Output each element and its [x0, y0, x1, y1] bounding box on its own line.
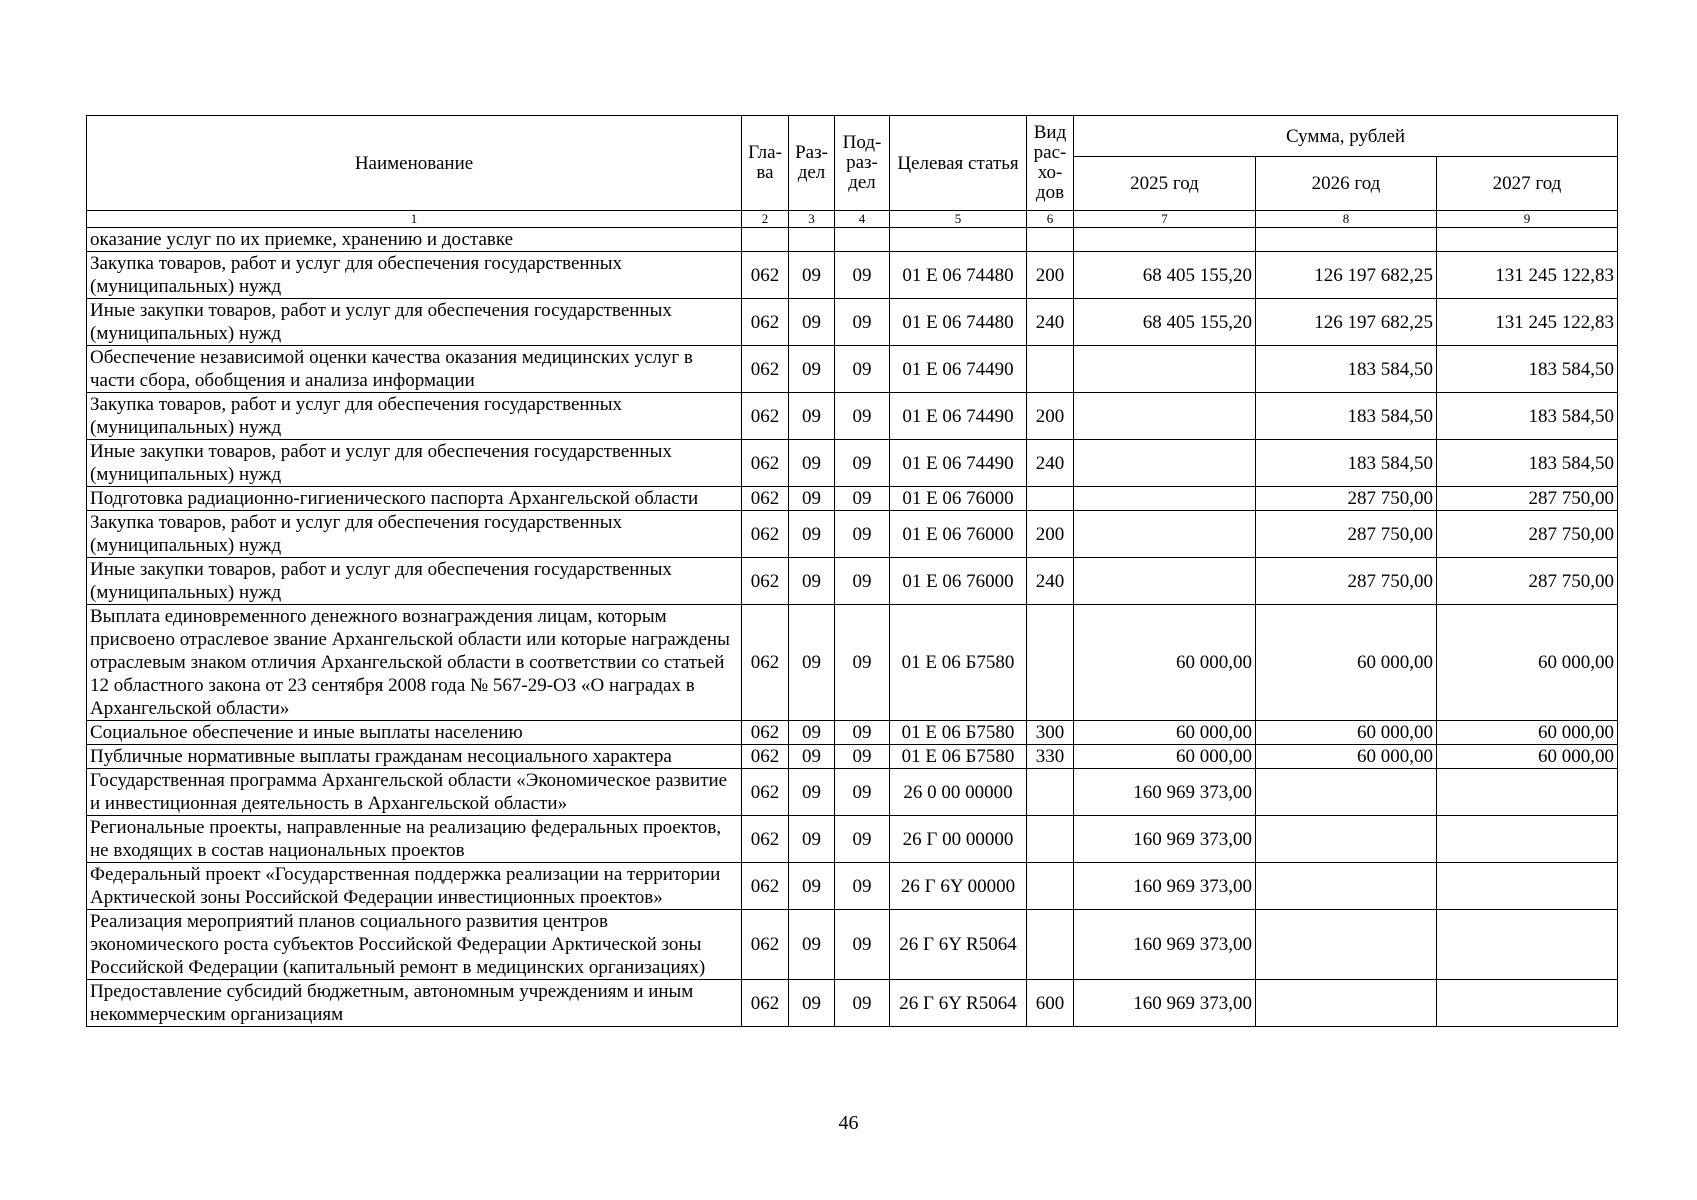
header-summa: Сумма, рублей	[1074, 116, 1618, 157]
column-number: 9	[1437, 211, 1618, 228]
row-vid-rashodov: 200	[1027, 511, 1074, 558]
row-sum-2026	[1256, 980, 1437, 1027]
row-glava: 062	[742, 487, 789, 511]
row-sum-2027: 60 000,00	[1437, 605, 1618, 721]
column-number: 8	[1256, 211, 1437, 228]
row-glava: 062	[742, 393, 789, 440]
row-vid-rashodov: 240	[1027, 299, 1074, 346]
row-name: Предоставление субсидий бюджетным, автономным учреждениям и иным некоммерческим организациям	[87, 980, 742, 1027]
row-razdel: 09	[789, 558, 835, 605]
row-sum-2025	[1074, 228, 1256, 252]
row-sum-2025: 160 969 373,00	[1074, 769, 1256, 816]
table-row	[87, 299, 1618, 346]
row-glava	[742, 228, 789, 252]
row-sum-2026	[1256, 816, 1437, 863]
row-podrazdel: 09	[835, 511, 890, 558]
table-row	[87, 558, 1618, 605]
row-name: Закупка товаров, работ и услуг для обеспечения государственных (муниципальных) нужд	[87, 393, 742, 440]
row-sum-2026: 126 197 682,25	[1256, 252, 1437, 299]
row-razdel: 09	[789, 393, 835, 440]
row-podrazdel: 09	[835, 605, 890, 721]
row-sum-2025: 160 969 373,00	[1074, 863, 1256, 910]
row-sum-2025: 160 969 373,00	[1074, 910, 1256, 980]
row-glava: 062	[742, 558, 789, 605]
column-number: 6	[1027, 211, 1074, 228]
row-glava: 062	[742, 299, 789, 346]
row-celevaya-statya: 01 Е 06 Б7580	[890, 605, 1027, 721]
row-razdel: 09	[789, 863, 835, 910]
row-celevaya-statya: 01 Е 06 74490	[890, 393, 1027, 440]
row-celevaya-statya: 01 Е 06 76000	[890, 511, 1027, 558]
row-glava: 062	[742, 511, 789, 558]
row-sum-2027: 287 750,00	[1437, 558, 1618, 605]
row-vid-rashodov: 240	[1027, 440, 1074, 487]
header-year-2026: 2026 год	[1256, 157, 1437, 211]
row-razdel	[789, 228, 835, 252]
row-razdel: 09	[789, 980, 835, 1027]
row-glava: 062	[742, 910, 789, 980]
table-row	[87, 393, 1618, 440]
row-celevaya-statya	[890, 228, 1027, 252]
table-row	[87, 440, 1618, 487]
row-razdel: 09	[789, 769, 835, 816]
row-podrazdel: 09	[835, 769, 890, 816]
row-name: Иные закупки товаров, работ и услуг для обеспечения государственных (муниципальных) нужд	[87, 440, 742, 487]
row-glava: 062	[742, 745, 789, 769]
table-row	[87, 721, 1618, 745]
table-row	[87, 228, 1618, 252]
row-vid-rashodov: 200	[1027, 252, 1074, 299]
column-numbers-row	[87, 211, 1618, 228]
row-celevaya-statya: 26 Г 00 00000	[890, 816, 1027, 863]
row-glava: 062	[742, 252, 789, 299]
row-sum-2025: 160 969 373,00	[1074, 980, 1256, 1027]
page-number: 46	[838, 1112, 859, 1134]
table-body	[87, 228, 1618, 1027]
row-sum-2027	[1437, 980, 1618, 1027]
table-row	[87, 769, 1618, 816]
row-sum-2026: 183 584,50	[1256, 440, 1437, 487]
row-celevaya-statya: 01 Е 06 74490	[890, 346, 1027, 393]
row-sum-2026	[1256, 910, 1437, 980]
row-sum-2025: 68 405 155,20	[1074, 299, 1256, 346]
row-sum-2027: 131 245 122,83	[1437, 299, 1618, 346]
row-sum-2026: 183 584,50	[1256, 346, 1437, 393]
row-podrazdel: 09	[835, 721, 890, 745]
row-name: Иные закупки товаров, работ и услуг для обеспечения государственных (муниципальных) нужд	[87, 558, 742, 605]
row-podrazdel: 09	[835, 299, 890, 346]
row-razdel: 09	[789, 721, 835, 745]
row-podrazdel: 09	[835, 910, 890, 980]
header-year-2025: 2025 год	[1074, 157, 1256, 211]
row-name: Федеральный проект «Государственная поддержка реализации на территории Арктической зоны Российской Федерации инвестиционных проектов»	[87, 863, 742, 910]
row-name: Иные закупки товаров, работ и услуг для обеспечения государственных (муниципальных) нужд	[87, 299, 742, 346]
row-name: Публичные нормативные выплаты гражданам несоциального характера	[87, 745, 742, 769]
row-podrazdel: 09	[835, 252, 890, 299]
row-sum-2027: 60 000,00	[1437, 745, 1618, 769]
row-celevaya-statya: 01 Е 06 76000	[890, 558, 1027, 605]
row-sum-2027: 60 000,00	[1437, 721, 1618, 745]
row-sum-2025	[1074, 393, 1256, 440]
row-vid-rashodov: 330	[1027, 745, 1074, 769]
row-sum-2025	[1074, 511, 1256, 558]
row-sum-2025	[1074, 558, 1256, 605]
row-sum-2025: 60 000,00	[1074, 605, 1256, 721]
row-celevaya-statya: 01 Е 06 74490	[890, 440, 1027, 487]
row-vid-rashodov	[1027, 863, 1074, 910]
row-razdel: 09	[789, 252, 835, 299]
column-number: 1	[87, 211, 742, 228]
row-name: Выплата единовременного денежного вознаграждения лицам, которым присвоено отраслевое звание Архангельской области или которые награждены отраслевым знаком отличия Архангельской области в соответствии со статьей 12 областного закона от 23 сентября 2008 года № 567-29-ОЗ «О наградах в Архангельской области»	[87, 605, 742, 721]
row-celevaya-statya: 26 0 00 00000	[890, 769, 1027, 816]
row-vid-rashodov	[1027, 605, 1074, 721]
column-number: 2	[742, 211, 789, 228]
column-number: 7	[1074, 211, 1256, 228]
row-razdel: 09	[789, 299, 835, 346]
table-row	[87, 487, 1618, 511]
row-name: оказание услуг по их приемке, хранению и доставке	[87, 228, 742, 252]
row-sum-2026: 183 584,50	[1256, 393, 1437, 440]
row-podrazdel: 09	[835, 863, 890, 910]
row-vid-rashodov	[1027, 487, 1074, 511]
row-name: Закупка товаров, работ и услуг для обеспечения государственных (муниципальных) нужд	[87, 252, 742, 299]
row-sum-2025: 68 405 155,20	[1074, 252, 1256, 299]
row-glava: 062	[742, 346, 789, 393]
row-sum-2027	[1437, 769, 1618, 816]
row-name: Обеспечение независимой оценки качества оказания медицинских услуг в части сбора, обобщения и анализа информации	[87, 346, 742, 393]
header-celevaya-statya: Целевая статья	[890, 116, 1027, 211]
header-year-2027: 2027 год	[1437, 157, 1618, 211]
row-podrazdel: 09	[835, 558, 890, 605]
row-sum-2026: 60 000,00	[1256, 605, 1437, 721]
row-celevaya-statya: 01 Е 06 Б7580	[890, 745, 1027, 769]
row-sum-2026	[1256, 769, 1437, 816]
table-row	[87, 816, 1618, 863]
row-celevaya-statya: 01 Е 06 74480	[890, 299, 1027, 346]
row-razdel: 09	[789, 816, 835, 863]
table-row	[87, 605, 1618, 721]
row-vid-rashodov: 200	[1027, 393, 1074, 440]
row-sum-2026	[1256, 863, 1437, 910]
row-podrazdel: 09	[835, 346, 890, 393]
table-row	[87, 346, 1618, 393]
row-sum-2026: 287 750,00	[1256, 511, 1437, 558]
row-sum-2027	[1437, 863, 1618, 910]
row-vid-rashodov	[1027, 910, 1074, 980]
column-number: 5	[890, 211, 1027, 228]
row-sum-2027: 183 584,50	[1437, 346, 1618, 393]
row-glava: 062	[742, 769, 789, 816]
row-razdel: 09	[789, 487, 835, 511]
row-sum-2027: 131 245 122,83	[1437, 252, 1618, 299]
row-sum-2027	[1437, 228, 1618, 252]
row-vid-rashodov	[1027, 816, 1074, 863]
row-sum-2025: 60 000,00	[1074, 745, 1256, 769]
header-name: Наименование	[87, 116, 742, 211]
row-vid-rashodov	[1027, 769, 1074, 816]
row-celevaya-statya: 26 Г 6Y R5064	[890, 980, 1027, 1027]
table-row	[87, 910, 1618, 980]
row-sum-2026	[1256, 228, 1437, 252]
budget-table-page	[86, 115, 1617, 1027]
row-vid-rashodov: 600	[1027, 980, 1074, 1027]
row-celevaya-statya: 01 Е 06 76000	[890, 487, 1027, 511]
row-sum-2027: 287 750,00	[1437, 511, 1618, 558]
table-row	[87, 252, 1618, 299]
row-name: Социальное обеспечение и иные выплаты населению	[87, 721, 742, 745]
header-razdel: Раз-дел	[789, 116, 835, 211]
row-name: Закупка товаров, работ и услуг для обеспечения государственных (муниципальных) нужд	[87, 511, 742, 558]
row-vid-rashodov: 300	[1027, 721, 1074, 745]
row-sum-2025	[1074, 440, 1256, 487]
row-glava: 062	[742, 721, 789, 745]
table-row	[87, 745, 1618, 769]
row-celevaya-statya: 26 Г 6Y R5064	[890, 910, 1027, 980]
row-podrazdel: 09	[835, 745, 890, 769]
row-celevaya-statya: 26 Г 6Y 00000	[890, 863, 1027, 910]
row-razdel: 09	[789, 910, 835, 980]
row-sum-2026: 60 000,00	[1256, 721, 1437, 745]
row-glava: 062	[742, 440, 789, 487]
table-row	[87, 980, 1618, 1027]
column-number: 4	[835, 211, 890, 228]
row-razdel: 09	[789, 346, 835, 393]
header-vid-rashodov: Вид рас-хо-дов	[1027, 116, 1074, 211]
row-sum-2026: 60 000,00	[1256, 745, 1437, 769]
row-glava: 062	[742, 863, 789, 910]
row-sum-2025: 60 000,00	[1074, 721, 1256, 745]
row-sum-2027: 183 584,50	[1437, 393, 1618, 440]
row-razdel: 09	[789, 605, 835, 721]
row-vid-rashodov	[1027, 346, 1074, 393]
budget-table	[86, 115, 1618, 1027]
row-glava: 062	[742, 816, 789, 863]
row-sum-2026: 287 750,00	[1256, 487, 1437, 511]
table-row	[87, 863, 1618, 910]
row-razdel: 09	[789, 745, 835, 769]
row-name: Реализация мероприятий планов социального развития центров экономического роста субъектов Российской Федерации Арктической зоны Российской Федерации (капитальный ремонт в медицинских организациях)	[87, 910, 742, 980]
row-podrazdel: 09	[835, 487, 890, 511]
row-sum-2027: 183 584,50	[1437, 440, 1618, 487]
row-glava: 062	[742, 980, 789, 1027]
row-razdel: 09	[789, 511, 835, 558]
row-name: Государственная программа Архангельской области «Экономическое развитие и инвестиционная деятельность в Архангельской области»	[87, 769, 742, 816]
row-glava: 062	[742, 605, 789, 721]
row-podrazdel: 09	[835, 440, 890, 487]
row-sum-2025: 160 969 373,00	[1074, 816, 1256, 863]
row-sum-2027: 287 750,00	[1437, 487, 1618, 511]
table-row	[87, 511, 1618, 558]
row-sum-2025	[1074, 346, 1256, 393]
row-celevaya-statya: 01 Е 06 74480	[890, 252, 1027, 299]
header-podrazdel: Под-раз-дел	[835, 116, 890, 211]
row-sum-2027	[1437, 816, 1618, 863]
row-sum-2026: 287 750,00	[1256, 558, 1437, 605]
row-vid-rashodov	[1027, 228, 1074, 252]
column-number: 3	[789, 211, 835, 228]
row-razdel: 09	[789, 440, 835, 487]
row-sum-2025	[1074, 487, 1256, 511]
row-podrazdel	[835, 228, 890, 252]
header-glava: Гла-ва	[742, 116, 789, 211]
row-podrazdel: 09	[835, 816, 890, 863]
row-name: Региональные проекты, направленные на реализацию федеральных проектов, не входящих в состав национальных проектов	[87, 816, 742, 863]
row-name: Подготовка радиационно-гигиенического паспорта Архангельской области	[87, 487, 742, 511]
row-sum-2026: 126 197 682,25	[1256, 299, 1437, 346]
row-podrazdel: 09	[835, 980, 890, 1027]
row-vid-rashodov: 240	[1027, 558, 1074, 605]
row-sum-2027	[1437, 910, 1618, 980]
row-podrazdel: 09	[835, 393, 890, 440]
row-celevaya-statya: 01 Е 06 Б7580	[890, 721, 1027, 745]
